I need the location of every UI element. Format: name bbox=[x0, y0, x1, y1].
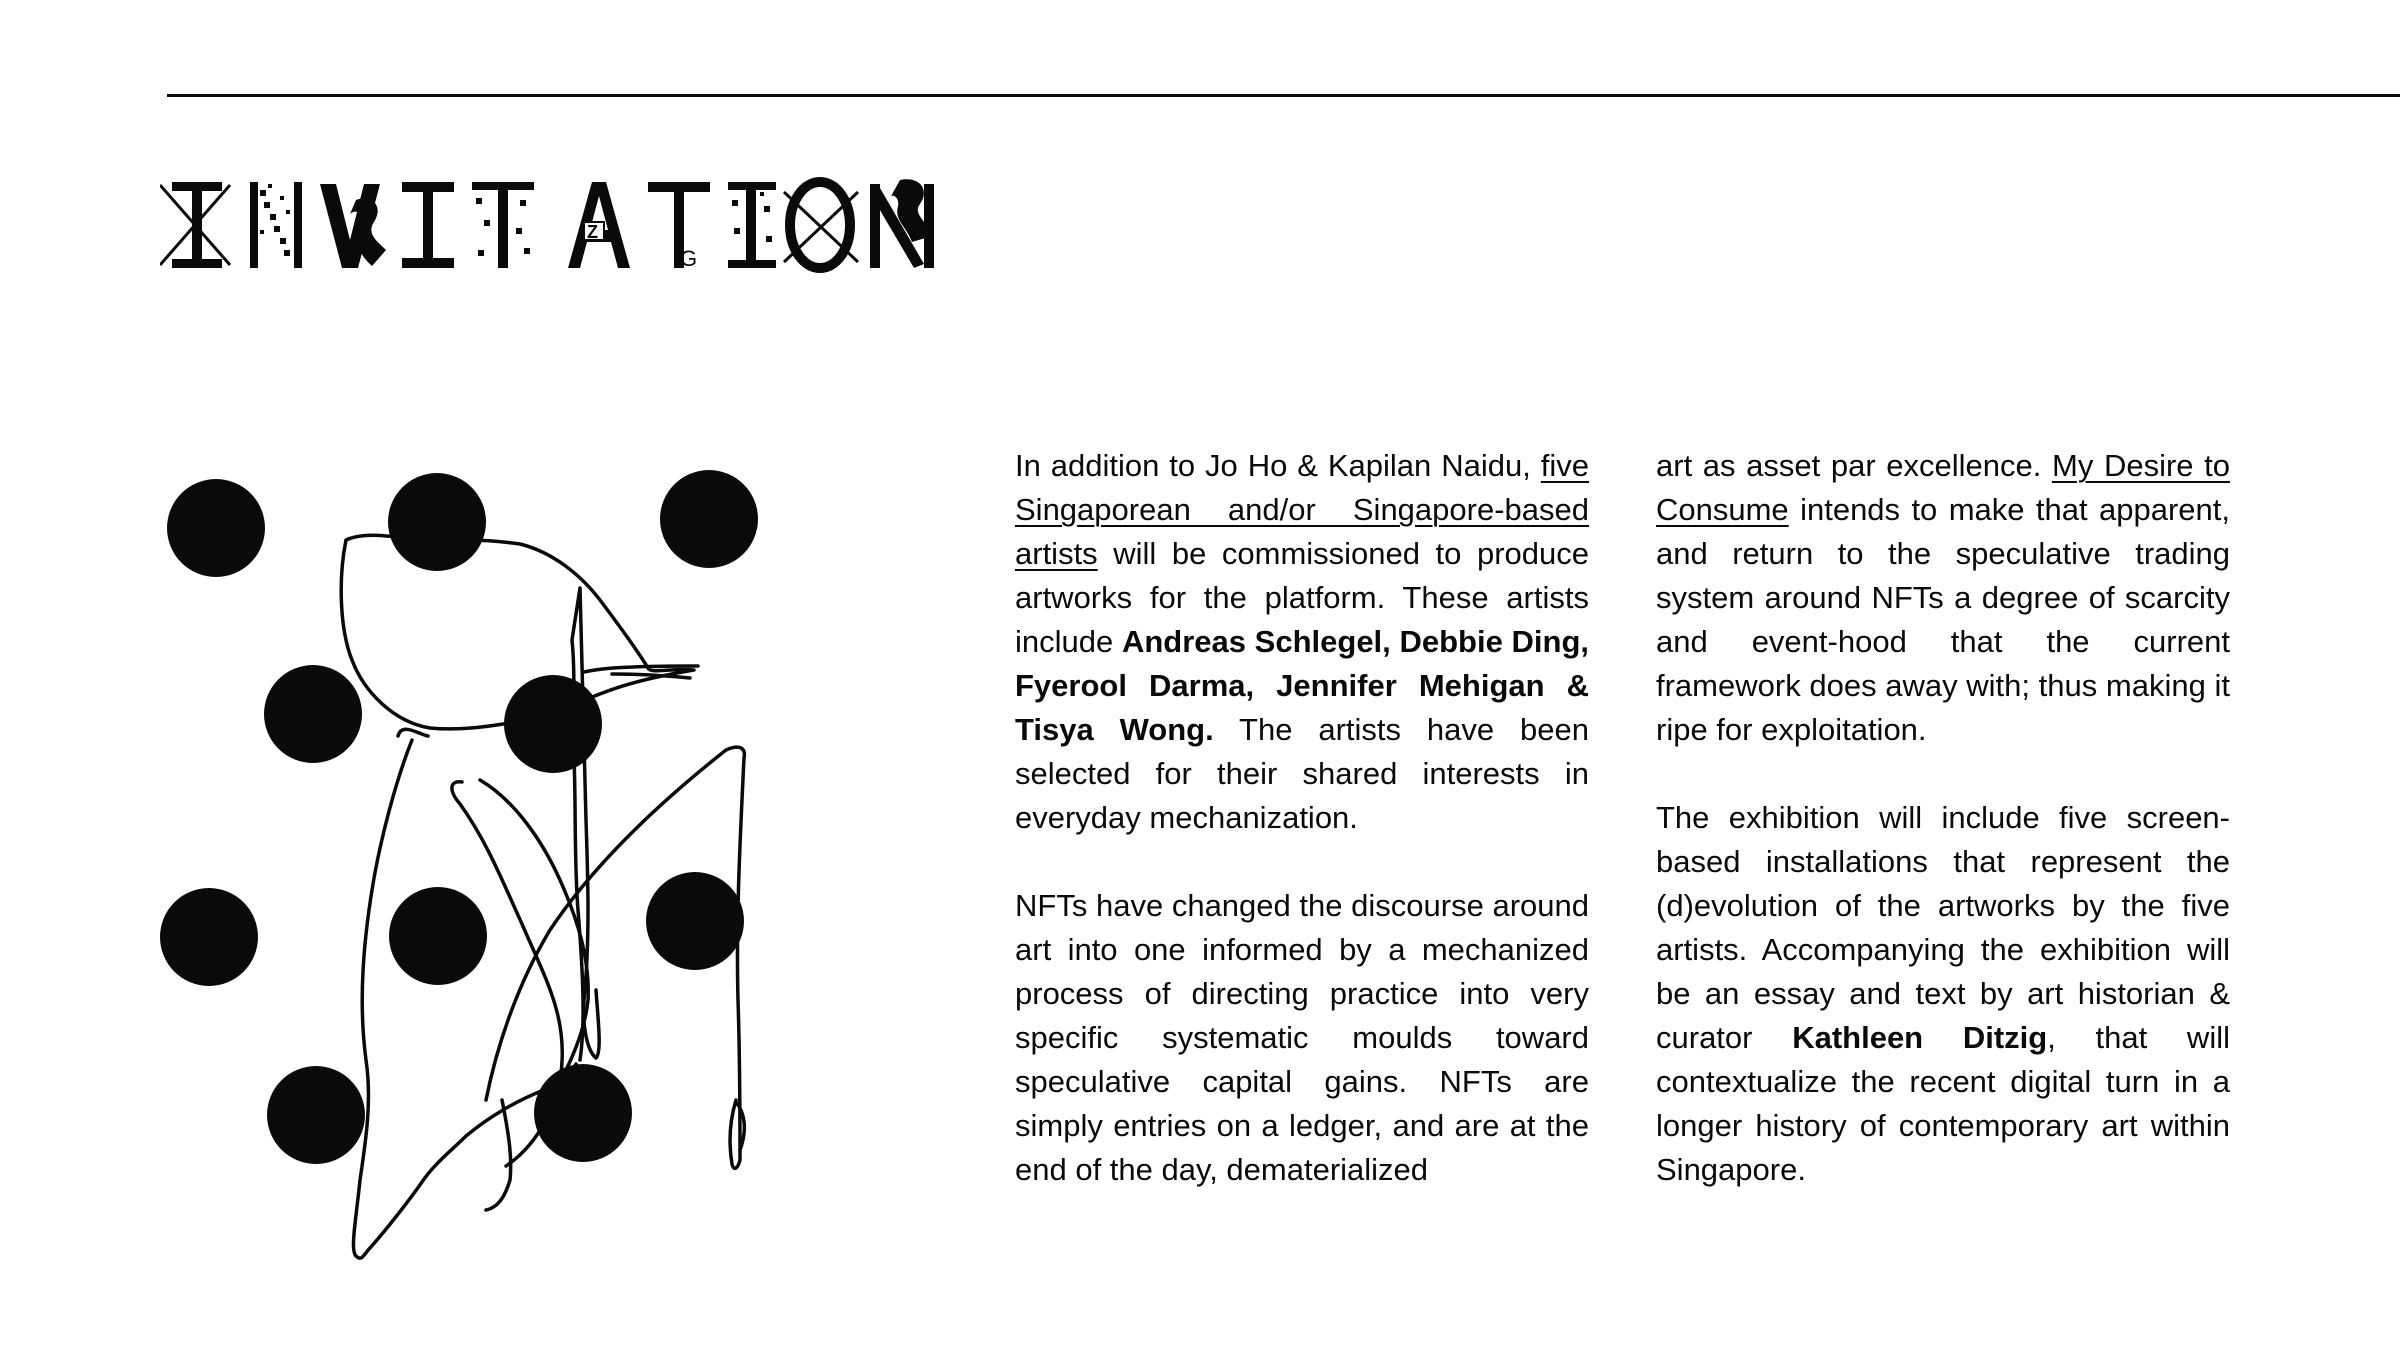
paragraph-exhibition bbox=[1656, 796, 2230, 1192]
dotted-line-artwork bbox=[150, 460, 770, 1280]
my-desire-to-consume-link[interactable]: My Desire to Consume bbox=[1656, 448, 2230, 527]
svg-text:Z: Z bbox=[587, 222, 598, 242]
page-title-text bbox=[160, 170, 874, 280]
paragraph-text: The artists have been selected for their shared interests in everyday mechanization. bbox=[1015, 712, 1590, 835]
paragraph-text: In addition to Jo Ho & Kapilan Naidu, bbox=[1015, 448, 1541, 483]
paragraph-text: intends to make that apparent, and return to the speculative trading system around NFTs a degree of scarcity and event-hood that the current framework does away with; thus making it ripe for exploitation. bbox=[1656, 492, 2230, 747]
artists-link[interactable]: five Singaporean and/or Singapore-based artists bbox=[1015, 448, 1589, 571]
paragraph-text: The exhibition will include five screen-based installations that represent the (d)evolution of the artworks by the five artists. Accompanying the exhibition will be an essay and text by art historian & curator bbox=[1656, 800, 2230, 1055]
paragraph-text: , that will contextualize the recent digital turn in a longer history of contemporary art within Singapore. bbox=[1656, 1020, 2230, 1187]
svg-text:G: G bbox=[680, 246, 698, 271]
dotted-line-drawing-icon bbox=[150, 460, 770, 1280]
top-divider-line bbox=[167, 94, 2400, 97]
paragraph-text: will be commissioned to produce artworks for the platform. These artists include bbox=[1015, 536, 1589, 659]
paragraph-text: art as asset par excellence. bbox=[1656, 448, 2052, 483]
paragraph-desire bbox=[1656, 444, 2230, 752]
body-column-left bbox=[1015, 444, 1589, 1192]
paragraph-nfts: NFTs have changed the discourse around art into one informed by a mechanized process of directing practice into very specific systematic moulds toward speculative capital gains. NFTs are simply entries on a ledger, and are at the end of the day, dematerialized bbox=[1015, 888, 1589, 1187]
page-title bbox=[160, 170, 940, 280]
artist-names: Andreas Schlegel, Debbie Ding, Fyerool Darma, Jennifer Mehigan & Tisya Wong. bbox=[1015, 624, 1589, 747]
paragraph-artists bbox=[1015, 444, 1589, 840]
body-column-right bbox=[1656, 444, 2230, 1192]
curator-name: Kathleen Ditzig bbox=[1792, 1020, 2048, 1055]
